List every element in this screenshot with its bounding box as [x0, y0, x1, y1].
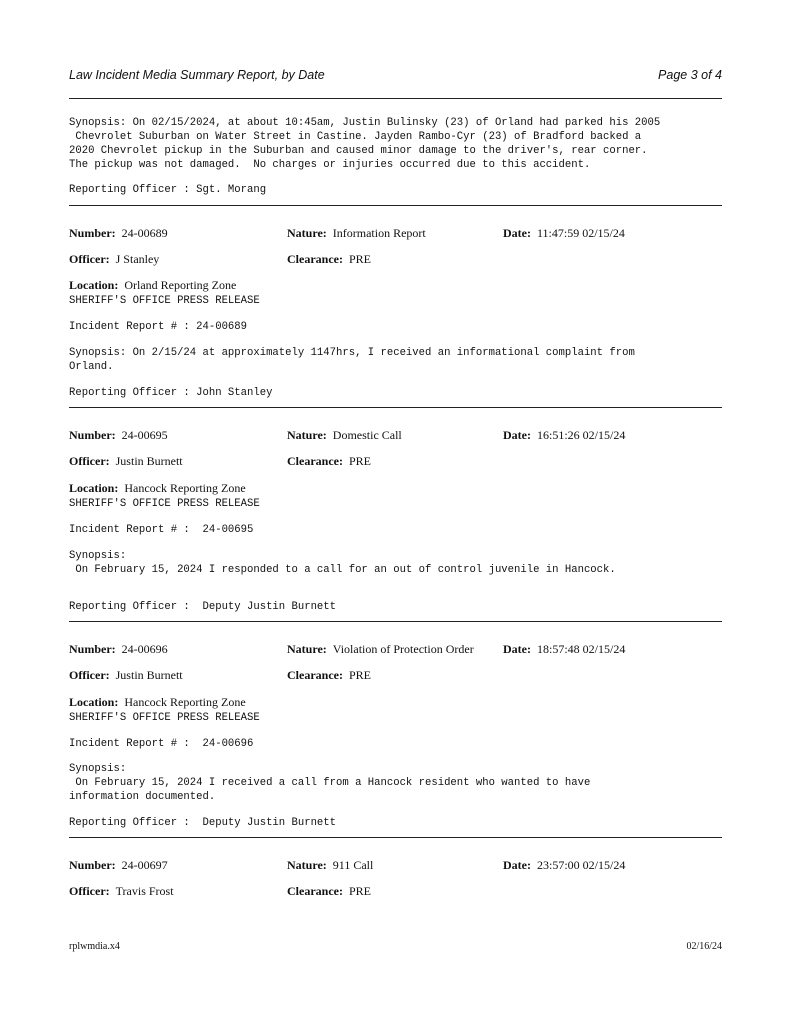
number-value: 24-00697: [121, 858, 168, 872]
incident-report-line: Incident Report # : 24-00689: [69, 321, 248, 333]
location-label: Location:: [69, 278, 119, 292]
officer-value: Justin Burnett: [115, 454, 183, 468]
incident-clearance: [287, 884, 371, 899]
location-label: Location:: [69, 695, 119, 709]
report-title: Law Incident Media Summary Report, by Date: [69, 68, 325, 82]
incident-nature: [287, 642, 474, 657]
clearance-label: Clearance:: [287, 884, 343, 898]
reporting-officer-line: Reporting Officer : John Stanley: [69, 387, 273, 399]
press-release-line: SHERIFF'S OFFICE PRESS RELEASE: [69, 295, 260, 307]
number-label: Number:: [69, 428, 116, 442]
officer-value: J Stanley: [115, 252, 160, 266]
section-divider: [69, 837, 722, 838]
incident-date: [503, 858, 625, 873]
incident-location: [69, 278, 236, 293]
incident-officer: [69, 252, 159, 267]
incident-date: [503, 428, 625, 443]
incident-report-line: Incident Report # : 24-00695: [69, 524, 254, 536]
incident-number: [69, 858, 168, 873]
section-divider: [69, 407, 722, 408]
clearance-label: Clearance:: [287, 252, 343, 266]
location-value: Hancock Reporting Zone: [124, 481, 246, 495]
nature-value: Violation of Protection Order: [332, 642, 474, 656]
section-divider: [69, 205, 722, 206]
clearance-value: PRE: [348, 454, 371, 468]
nature-label: Nature:: [287, 858, 327, 872]
incident-number: [69, 642, 168, 657]
incident-date: [503, 642, 625, 657]
clearance-value: PRE: [348, 884, 371, 898]
location-value: Orland Reporting Zone: [124, 278, 237, 292]
synopsis-line: Orland.: [69, 361, 114, 373]
nature-value: 911 Call: [332, 858, 374, 872]
footer-report-code: rplwmdia.x4: [69, 941, 120, 952]
synopsis-line: Synopsis: On 2/15/24 at approximately 1147hrs, I received an informational complaint from: [69, 347, 635, 359]
incident-officer: [69, 884, 174, 899]
clearance-label: Clearance:: [287, 668, 343, 682]
carryover-synopsis-line: 2020 Chevrolet pickup in the Suburban and caused minor damage to the driver's, rear corner.: [69, 145, 648, 157]
number-label: Number:: [69, 226, 116, 240]
page-number: Page 3 of 4: [658, 68, 722, 82]
carryover-reporting-officer: Reporting Officer : Sgt. Morang: [69, 184, 267, 196]
incident-location: [69, 695, 246, 710]
number-value: 24-00689: [121, 226, 168, 240]
carryover-synopsis-line: Synopsis: On 02/15/2024, at about 10:45am, Justin Bulinsky (23) of Orland had parked his 2005: [69, 117, 661, 129]
incident-location: [69, 481, 246, 496]
officer-label: Officer:: [69, 252, 110, 266]
incident-report-line: Incident Report # : 24-00696: [69, 738, 254, 750]
nature-label: Nature:: [287, 642, 327, 656]
officer-label: Officer:: [69, 884, 110, 898]
clearance-label: Clearance:: [287, 454, 343, 468]
incident-number: [69, 428, 168, 443]
officer-value: Justin Burnett: [115, 668, 183, 682]
date-label: Date:: [503, 642, 531, 656]
incident-clearance: [287, 668, 371, 683]
location-label: Location:: [69, 481, 119, 495]
reporting-officer-line: Reporting Officer : Deputy Justin Burnett: [69, 601, 337, 613]
date-value: 16:51:26 02/15/24: [536, 428, 626, 442]
date-value: 11:47:59 02/15/24: [536, 226, 625, 240]
incident-number: [69, 226, 168, 241]
nature-value: Information Report: [332, 226, 426, 240]
incident-nature: [287, 858, 373, 873]
incident-nature: [287, 428, 402, 443]
synopsis-line: On February 15, 2024 I received a call from a Hancock resident who wanted to have: [69, 777, 591, 789]
synopsis-line: information documented.: [69, 791, 216, 803]
officer-value: Travis Frost: [115, 884, 174, 898]
carryover-synopsis-line: Chevrolet Suburban on Water Street in Castine. Jayden Rambo-Cyr (23) of Bradford backed a: [69, 131, 642, 143]
synopsis-line: Synopsis:: [69, 550, 127, 562]
nature-value: Domestic Call: [332, 428, 402, 442]
clearance-value: PRE: [348, 668, 371, 682]
incident-date: [503, 226, 625, 241]
synopsis-line: Synopsis:: [69, 763, 127, 775]
press-release-line: SHERIFF'S OFFICE PRESS RELEASE: [69, 498, 260, 510]
date-label: Date:: [503, 428, 531, 442]
footer-print-date: 02/16/24: [686, 941, 722, 952]
incident-officer: [69, 454, 183, 469]
location-value: Hancock Reporting Zone: [124, 695, 246, 709]
date-value: 23:57:00 02/15/24: [536, 858, 626, 872]
date-label: Date:: [503, 858, 531, 872]
officer-label: Officer:: [69, 668, 110, 682]
date-label: Date:: [503, 226, 531, 240]
number-value: 24-00695: [121, 428, 168, 442]
press-release-line: SHERIFF'S OFFICE PRESS RELEASE: [69, 712, 260, 724]
nature-label: Nature:: [287, 226, 327, 240]
header-divider: [69, 98, 722, 99]
incident-nature: [287, 226, 426, 241]
incident-officer: [69, 668, 183, 683]
reporting-officer-line: Reporting Officer : Deputy Justin Burnett: [69, 817, 337, 829]
number-label: Number:: [69, 858, 116, 872]
number-value: 24-00696: [121, 642, 168, 656]
incident-clearance: [287, 454, 371, 469]
date-value: 18:57:48 02/15/24: [536, 642, 626, 656]
synopsis-line: On February 15, 2024 I responded to a call for an out of control juvenile in Hancock.: [69, 564, 616, 576]
section-divider: [69, 621, 722, 622]
clearance-value: PRE: [348, 252, 371, 266]
nature-label: Nature:: [287, 428, 327, 442]
carryover-synopsis-line: The pickup was not damaged. No charges or injuries occurred due to this accident.: [69, 159, 591, 171]
officer-label: Officer:: [69, 454, 110, 468]
incident-clearance: [287, 252, 371, 267]
number-label: Number:: [69, 642, 116, 656]
